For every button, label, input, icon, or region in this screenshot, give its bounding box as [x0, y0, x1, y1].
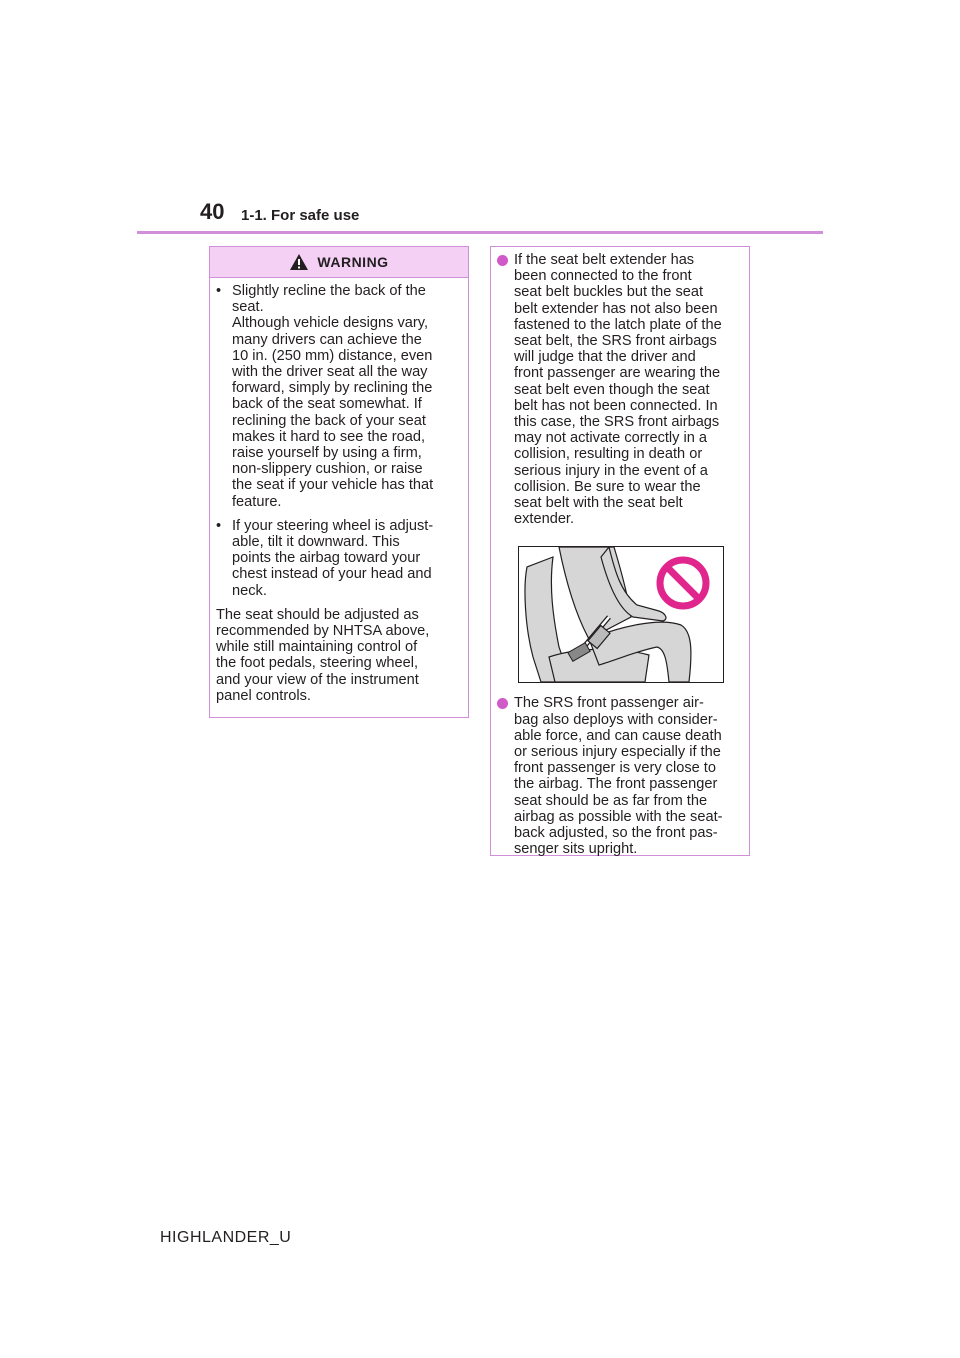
text-line: feature. — [232, 493, 282, 510]
text-line: seat belt with the seat belt — [514, 495, 683, 512]
text-line: able, tilt it downward. This — [232, 534, 400, 551]
text-line: with the driver seat all the way — [232, 364, 428, 381]
warning-content — [210, 278, 468, 704]
text-line: If the seat belt extender has — [514, 252, 695, 268]
text-line: belt has not been connected. In — [514, 397, 718, 414]
text-line: Slightly recline the back of the — [232, 283, 426, 299]
text-line: makes it hard to see the road, — [232, 428, 426, 445]
seat-belt-extender-illustration — [518, 546, 724, 683]
text-line: will judge that the driver and — [514, 349, 696, 366]
warning-continued-content — [491, 247, 749, 857]
text-line: back of the seat somewhat. If — [232, 396, 422, 413]
text-line: 10 in. (250 mm) distance, even — [232, 347, 433, 364]
text-line: seat belt, the SRS front airbags — [514, 333, 717, 350]
warning-title: WARNING — [317, 254, 389, 270]
text-line: raise yourself by using a firm, — [232, 445, 422, 462]
text-line: while still maintaining control of — [216, 639, 418, 656]
text-line: bag also deploys with consider- — [514, 711, 718, 728]
warning-item-steering — [216, 518, 460, 599]
warning-box-continued — [490, 246, 750, 856]
text-line: Although vehicle designs vary, — [232, 315, 429, 332]
seat-belt-illustration-drawing — [519, 547, 723, 682]
page-number: 40 — [200, 199, 225, 224]
warning-header — [210, 247, 468, 278]
list-dash: • — [216, 517, 222, 534]
bullet-dot — [497, 698, 508, 709]
text-line: front passenger is very close to — [514, 760, 716, 777]
text-line: and your view of the instrument — [216, 671, 419, 688]
text-line: front passenger are wearing the — [514, 365, 721, 382]
text-line: collision. Be sure to wear the — [514, 478, 701, 495]
warning-item-text — [232, 518, 460, 599]
text-line: senger sits upright. — [514, 841, 638, 858]
warning-triangle-icon — [289, 253, 309, 271]
text-line: seat belt even though the seat — [514, 381, 710, 398]
text-line: may not activate correctly in a — [514, 430, 708, 447]
warning-item-recline — [216, 283, 460, 510]
warning-paragraph — [216, 607, 460, 704]
text-line: seat should be as far from the — [514, 792, 708, 809]
text-line: extender. — [514, 511, 575, 528]
text-line: many drivers can achieve the — [232, 331, 422, 348]
text-line: the foot pedals, steering wheel, — [216, 655, 419, 672]
text-line: seat. — [232, 299, 264, 316]
text-line: the airbag. The front passenger — [514, 776, 718, 793]
text-line: the seat if your vehicle has that — [232, 477, 434, 494]
warning-box — [209, 246, 469, 718]
text-line: panel controls. — [216, 687, 311, 704]
text-line: points the airbag toward your — [232, 550, 421, 567]
text-line: seat belt buckles but the seat — [514, 284, 704, 301]
text-line: The SRS front passenger air- — [514, 695, 704, 712]
text-line: recommended by NHTSA above, — [216, 623, 430, 640]
text-line: this case, the SRS front airbags — [514, 414, 720, 431]
text-line: able force, and can cause death — [514, 727, 722, 744]
text-line: serious injury in the event of a — [514, 462, 708, 479]
text-line: airbag as possible with the seat- — [514, 808, 723, 825]
bullet-dot — [497, 255, 508, 266]
text-line: forward, simply by reclining the — [232, 380, 433, 397]
text-line: belt extender has not also been — [514, 300, 718, 317]
list-dash: • — [216, 283, 222, 299]
text-line: neck. — [232, 582, 267, 599]
text-line: chest instead of your head and — [232, 566, 432, 583]
text-line: back adjusted, so the front pas- — [514, 825, 718, 842]
bullet-passenger-airbag — [495, 695, 741, 857]
text-line: or serious injury especially if the — [514, 744, 721, 761]
text-line: reclining the back of your seat — [232, 412, 426, 429]
text-line: If your steering wheel is adjust- — [232, 517, 434, 534]
bullet-seat-belt-extender — [495, 252, 741, 527]
warning-item-text — [232, 283, 460, 510]
text-line: The seat should be adjusted as — [216, 606, 419, 623]
text-line: collision, resulting in death or — [514, 446, 703, 463]
text-line: non-slippery cushion, or raise — [232, 461, 423, 478]
footer-model-code: HIGHLANDER_U — [160, 1229, 292, 1246]
text-line: been connected to the front — [514, 268, 692, 285]
text-line: fastened to the latch plate of the — [514, 316, 722, 333]
section-title: 1-1. For safe use — [241, 207, 360, 224]
header-rule — [137, 231, 823, 234]
